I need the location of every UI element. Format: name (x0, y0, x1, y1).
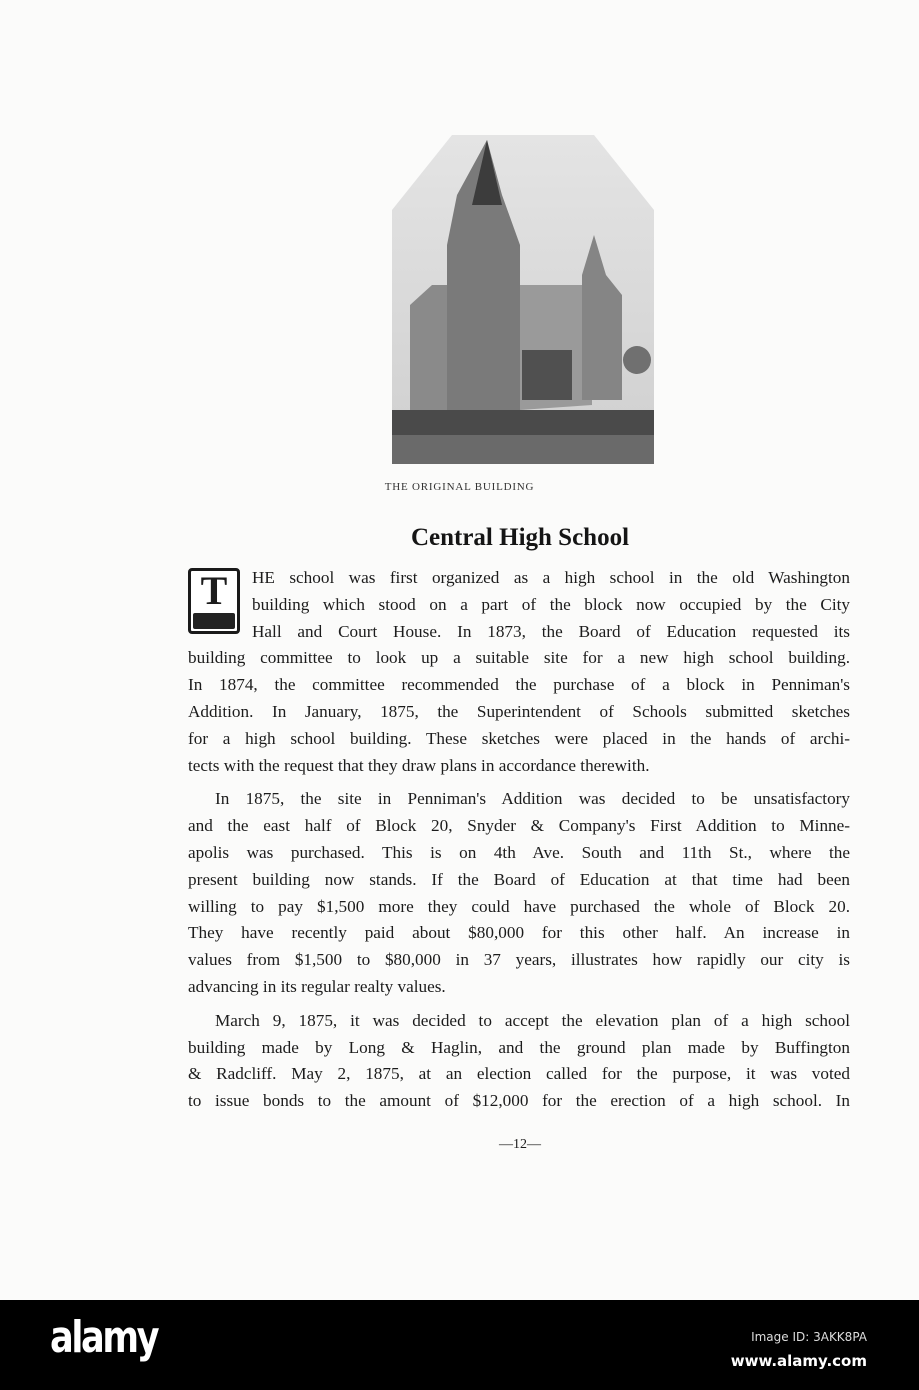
image-id: Image ID: 3AKK8PA (751, 1330, 867, 1344)
text-line: apolis was purchased. This is on 4th Ave. South and 11th St., where the (188, 842, 850, 862)
text-line: In 1874, the committee recommended the purchase of a block in Penniman's (188, 675, 850, 695)
text-line: for a high school building. These sketches were placed in the hands of archi- (188, 728, 850, 748)
text-line: Hall and Court House. In 1873, the Board of Education requested its (252, 621, 850, 641)
drop-cap-letter: T (200, 568, 228, 613)
original-building-photo (392, 135, 654, 464)
text-line: building committee to look up a suitable site for a new high school building. (188, 648, 850, 668)
text-line: & Radcliff. May 2, 1875, at an election called for the purpose, it was voted (188, 1064, 850, 1084)
body-text (188, 565, 850, 1122)
text-line: building which stood on a part of the block now occupied by the City (252, 594, 850, 614)
text-line: willing to pay $1,500 more they could have purchased the whole of Block 20. (188, 896, 850, 916)
text-line: March 9, 1875, it was decided to accept the elevation plan of a high school (215, 1010, 850, 1030)
paragraph (188, 786, 850, 1000)
page-number: —12— (499, 1137, 541, 1152)
text-line: They have recently paid about $80,000 for this other half. An increase in (188, 923, 850, 943)
text-line: present building now stands. If the Board of Education at that time had been (188, 869, 850, 889)
text-line: tects with the request that they draw plans in accordance therewith. (188, 755, 650, 775)
page-title: Central High School (410, 524, 630, 551)
text-line: and the east half of Block 20, Snyder & Company's First Addition to Minne- (188, 816, 850, 836)
text-line: values from $1,500 to $80,000 in 37 years, illustrates how rapidly our city is (188, 950, 850, 970)
alamy-logo: alamy (50, 1312, 158, 1363)
figure-caption: THE ORIGINAL BUILDING (384, 481, 535, 493)
text-line: to issue bonds to the amount of $12,000 for the erection of a high school. In (188, 1091, 850, 1111)
paragraph (188, 1008, 850, 1115)
text-line: HE school was first organized as a high school in the old Washington (252, 568, 850, 587)
paragraph (188, 565, 850, 779)
watermark-banner (0, 1300, 919, 1390)
text-line: In 1875, the site in Penniman's Addition was decided to be unsatisfactory (215, 789, 850, 809)
text-line: Addition. In January, 1875, the Superintendent of Schools submitted sketches (188, 701, 850, 721)
text-line: advancing in its regular realty values. (188, 976, 446, 996)
watermark-url: www.alamy.com (730, 1352, 867, 1370)
text-line: building made by Long & Haglin, and the ground plan made by Buffington (188, 1037, 850, 1057)
